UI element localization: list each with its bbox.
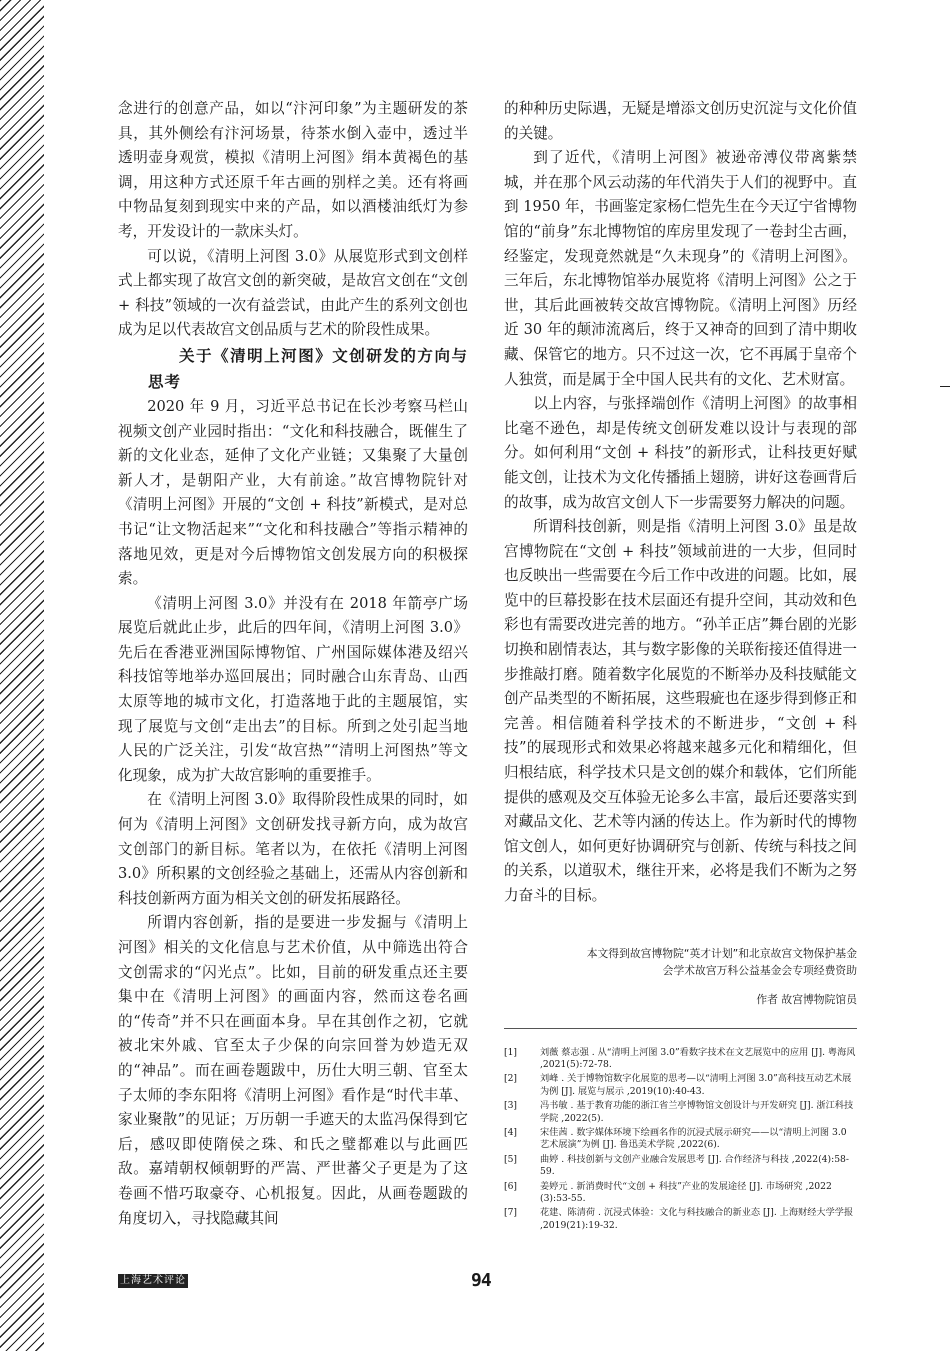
paragraph: 所谓科技创新，则是指《清明上河图 3.0》虽是故宫博物院在“文创 + 科技”领域前进的一大步，但同时也反映出一些需要在今后工作中改进的问题。比如，展览中的巨幕投影在技术层面还有提升空间，其动效和色彩也有需要改进完善的地方。“孙羊正店”舞台剧的光影切换和剧情表达，其与数字影像的关联衔接还值得进一步推敲打磨。随着数字化展览的不断举办及科技赋能文创产品类型的不断拓展，这些瑕疵也在逐步得到修正和完善。相信随着科学技术的不断进步，“文创 + 科技”的展现形式和效果必将越来越多元化和精细化，但归根结底，科学技术只是文创的媒介和载体，它们所能提供的感观及交互体验无论多么丰富，最后还要落实到对藏品文化、艺术等内涵的传达上。作为新时代的博物馆文创人，如何更好协调研究与创新、传统与科技之间的关系，以道驭术，继往开来，必将是我们不断为之努力奋斗的目标。 [504, 518, 857, 904]
right-column [504, 97, 857, 1234]
reference-item [504, 1073, 857, 1098]
reference-number: [6] [504, 1180, 518, 1192]
paragraph: 可以说，《清明上河图 3.0》从展览形式到文创样式上都实现了故宫文创的新突破，是故宫文创在“文创 + 科技”领域的一次有益尝试，由此产生的系列文创也成为足以代表故宫文创品质与艺术的阶段性成果。 [118, 247, 468, 339]
reference-text: 冯书敏 . 基于教育功能的浙江省兰亭博物馆文创设计与开发研究 [J]. 浙江科技学院 ,2022(5). [540, 1100, 854, 1124]
reference-text: 宋佳茜 . 数字媒体环境下绘画名作的沉浸式展示研究——以“清明上河图 3.0 艺术展演”为例 [J]. 鲁迅美术学院 ,2022(6). [540, 1127, 847, 1151]
reference-number: [1] [504, 1046, 518, 1058]
reference-item [504, 1207, 857, 1232]
funding-line: 会学术故宫万科公益基金会专项经费资助 [662, 963, 857, 977]
reference-text: 刘峰 . 关于博物馆数字化展览的思考—以“清明上河图 3.0”高科技互动艺术展为例 [J]. 展览与展示 ,2019(10):40-43. [540, 1073, 852, 1097]
left-column [118, 97, 468, 1231]
reference-item [504, 1154, 857, 1179]
hatched-margin-decoration [0, 0, 44, 1351]
reference-item [504, 1181, 857, 1206]
references-list [504, 1047, 857, 1233]
section-heading: 关于《清明上河图》文创研发的方向与思考 [148, 346, 468, 391]
paragraph: 以上内容，与张择端创作《清明上河图》的故事相比毫不逊色，却是传统文创研发难以设计与表现的部分。如何利用“文创 + 科技”的新形式，让科技更好赋能文创，让技术为文化传播插上翅膀，讲好这卷画背后的故事，成为故宫文创人下一步需要努力解决的问题。 [504, 395, 857, 511]
paragraph: 所谓内容创新，指的是要进一步发掘与《清明上河图》相关的文化信息与艺术价值，从中筛选出符合文创需求的“闪光点”。比如，目前的研发重点还主要集中在《清明上河图》的画面内容，然而这卷名画的“传奇”并不只在画面本身。早在其创作之初，它就被北宋外戚、官至太子少保的向宗回誉为妙造无双的“神品”。而在画卷题跋中，历仕大明三朝、官至太子太师的李东阳将《清明上河图》看作是“时代丰革、家业聚散”的见证；万历朝一手遮天的太监冯保得到它后，感叹即使隋侯之珠、和氏之璧都难以与此画匹敌。嘉靖朝权倾朝野的严嵩、严世蕃父子更是为了这卷画不惜巧取豪夺、心机报复。因此，从画卷题跋的角度切入，寻找隐藏其间 [118, 914, 468, 1227]
paragraph: 《清明上河图 3.0》并没有在 2018 年箭亭广场展览后就此止步，此后的四年间，《清明上河图 3.0》先后在香港亚洲国际博物馆、广州国际媒体港及绍兴科技馆等地举办巡回展出；同时融合山东青岛、山西太原等地的城市文化，打造落地于此的主题展馆，实现了展览与文创“走出去”的目标。所到之处引起当地人民的广泛关注，引发“故宫热”“清明上河图热”等文化现象，成为扩大故宫影响的重要推手。 [118, 594, 468, 784]
reference-item [504, 1100, 857, 1125]
funding-line: 本文得到故宫博物院“英才计划”和北京故宫文物保护基金 [586, 946, 857, 960]
reference-number: [3] [504, 1100, 518, 1112]
paragraph: 2020 年 9 月，习近平总书记在长沙考察马栏山视频文创产业园时指出：“文化和科技融合，既催生了新的文化业态，延伸了文化产业链；又集聚了大量创新人才，是朝阳产业，大有前途。”故宫博物院针对《清明上河图》开展的“文创 + 科技”新模式，是对总书记“让文物活起来”“文化和科技融合”等指示精神的落地见效，更是对今后博物馆文创发展方向的积极探索。 [118, 397, 468, 588]
reference-item [504, 1127, 857, 1152]
reference-number: [5] [504, 1153, 518, 1165]
reference-text: 花建、陈清荷 . 沉浸式体验：文化与科技融合的新业态 [J]. 上海财经大学学报 ,2019(21):19-32. [540, 1207, 854, 1231]
funding-note [504, 945, 857, 979]
paragraph: 到了近代，《清明上河图》被逊帝溥仪带离紫禁城，并在那个风云动荡的年代消失于人们的视野中。直到 1950 年，书画鉴定家杨仁恺先生在今天辽宁省博物馆的“前身”东北博物馆的库房里发现了一卷封尘古画，经鉴定，发现竟然就是“久未现身”的《清明上河图》。三年后，东北博物馆举办展览将《清明上河图》公之于世，其后此画被转交故宫博物院。《清明上河图》历经近 30 年的颠沛流离后，终于又神奇的回到了清中期收藏、保管它的地方。只不过这一次，它不再属于皇帝个人独赏，而是属于全中国人民共有的文化、艺术财富。 [504, 149, 857, 388]
reference-item [504, 1047, 857, 1072]
paragraph: 念进行的创意产品，如以“汴河印象”为主题研发的茶具，其外侧绘有汴河场景，待茶水倒入壶中，透过半透明壶身观赏，模拟《清明上河图》绢本黄褐色的基调，用这种方式还原千年古画的别样之美。还有将画中物品复刻到现实中来的产品，如以酒楼油纸灯为参考，开发设计的一款床头灯。 [118, 100, 468, 240]
page-number: 94 [471, 1270, 491, 1291]
reference-text: 刘薇 蔡志强 . 从“清明上河图 3.0”看数字技术在文艺展览中的应用 [J]. 粤海风 ,2021(5):72-78. [540, 1046, 856, 1070]
paragraph: 的种种历史际遇，无疑是增添文创历史沉淀与文化价值的关键。 [504, 100, 857, 142]
reference-number: [2] [504, 1073, 518, 1085]
reference-text: 曲婷 . 科技创新与文创产业融合发展思考 [J]. 合作经济与科技 ,2022(4):58-59. [540, 1153, 850, 1178]
divider [504, 1028, 857, 1029]
reference-number: [4] [504, 1127, 518, 1139]
paragraph: 在《清明上河图 3.0》取得阶段性成果的同时，如何为《清明上河图》文创研发找寻新方向，成为故宫文创部门的新目标。笔者以为，在依托《清明上河图 3.0》所积累的文创经验之基础上，还需从内容创新和科技创新两方面为相关文创的研发拓展路径。 [118, 791, 468, 907]
margin-tick-mark [940, 386, 950, 387]
reference-text: 姜婷元 . 新消费时代“文创 + 科技”产业的发展途径 [J]. 市场研究 ,2022 (3):53-55. [540, 1180, 832, 1205]
magazine-logo: 上海艺术评论 [120, 1275, 186, 1286]
reference-number: [7] [504, 1207, 518, 1219]
author-credit: 作者 故宫博物院馆员 [756, 992, 857, 1006]
